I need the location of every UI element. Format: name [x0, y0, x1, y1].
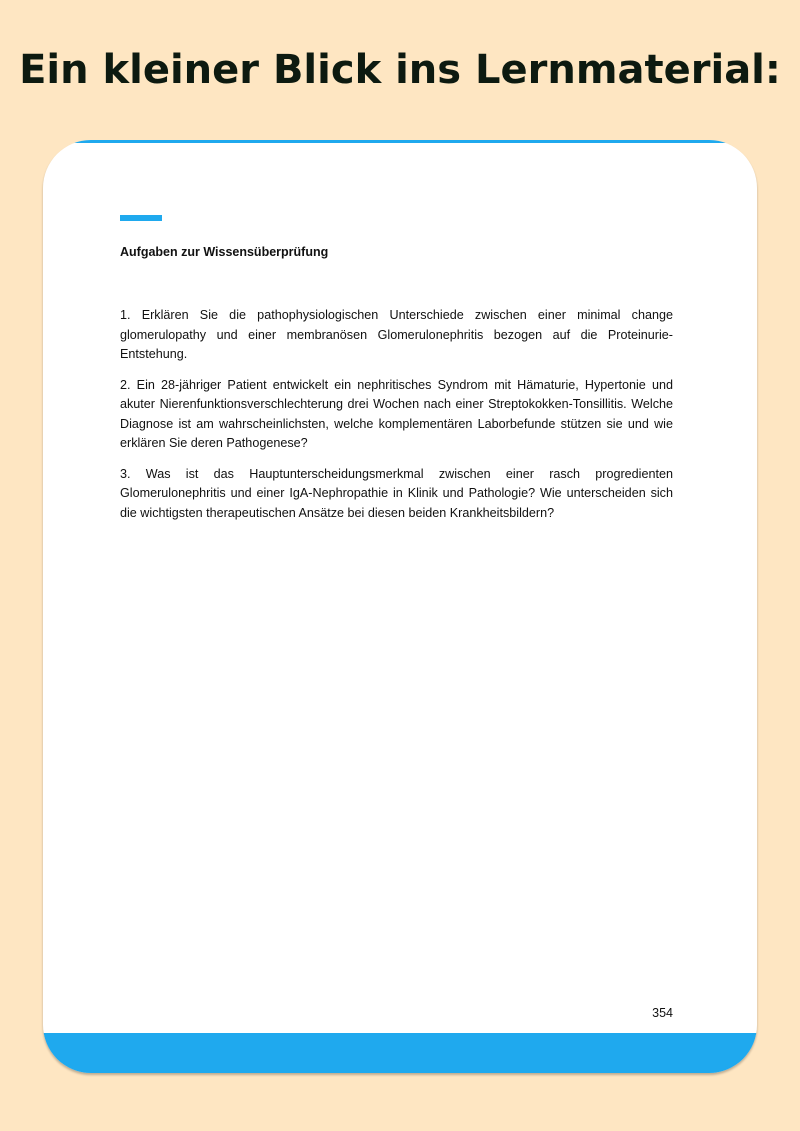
footer-band: [43, 1033, 757, 1073]
top-accent-line: [43, 140, 757, 143]
document-page: [43, 140, 757, 1073]
question-item: 2. Ein 28-jähriger Patient entwickelt ein nephritisches Syndrom mit Hämaturie, Hypertonie und akuter Nierenfunktionsverschlechterung drei Wochen nach einer Streptokokken-Tonsillitis. Welche Diagnose ist am wahrscheinlichsten, welche komplementären Laborbefunde stützen sie und wie erklären Sie deren Pathogenese?: [120, 377, 673, 450]
banner-title: Ein kleiner Blick ins Lernmaterial:: [19, 47, 781, 93]
page-number: 354: [652, 1006, 673, 1020]
question-list: [120, 306, 673, 534]
section-heading: Aufgaben zur Wissensüberprüfung: [120, 245, 329, 259]
question-item: 1. Erklären Sie die pathophysiologischen Unterschiede zwischen einer minimal change glomerulopathy und einer membranösen Glomerulonephritis bezogen auf die Proteinurie-Entstehung.: [120, 308, 673, 361]
heading-accent-bar: [120, 215, 162, 221]
question-item: 3. Was ist das Hauptunterscheidungsmerkmal zwischen einer rasch progredienten Glomerulonephritis und einer IgA-Nephropathie in Klinik und Pathologie? Wie unterscheiden sich die wichtigsten therapeutischen Ansätze bei diesen beiden Krankheitsbildern?: [120, 466, 673, 520]
